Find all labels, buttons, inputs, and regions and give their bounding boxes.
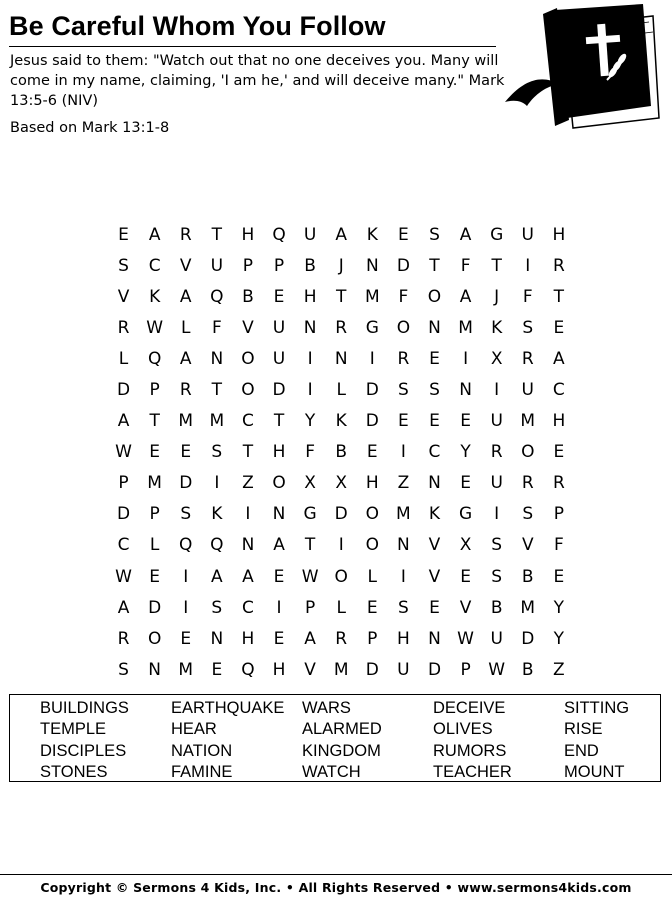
grid-letter[interactable]: U	[272, 317, 286, 338]
grid-letter[interactable]: O	[521, 442, 535, 463]
grid-letter[interactable]: A	[553, 348, 565, 369]
grid-letter[interactable]: U	[397, 659, 410, 680]
grid-letter[interactable]: I	[400, 566, 406, 587]
grid-letter[interactable]: R	[552, 255, 565, 276]
grid-letter[interactable]: M	[178, 659, 194, 680]
grid-letter[interactable]: R	[117, 317, 130, 338]
grid-letter[interactable]: W	[301, 566, 319, 587]
grid-letter[interactable]: O	[396, 317, 411, 338]
grid-letter[interactable]: P	[273, 255, 285, 276]
grid-letter[interactable]: O	[241, 380, 255, 401]
grid-letter[interactable]: L	[149, 535, 160, 556]
grid-letter[interactable]: E	[149, 442, 161, 463]
grid-letter[interactable]: K	[335, 411, 347, 432]
grid-letter[interactable]: U	[210, 255, 224, 276]
grid-letter[interactable]: S	[397, 380, 409, 401]
grid-letter[interactable]: W	[115, 442, 132, 463]
grid-letter[interactable]: V	[117, 286, 130, 307]
grid-letter[interactable]: H	[241, 224, 255, 245]
grid-letter[interactable]: L	[336, 597, 346, 618]
word-list-item: SITTING	[564, 699, 630, 717]
grid-letter[interactable]: N	[241, 535, 255, 556]
grid-letter[interactable]: S	[118, 255, 129, 276]
grid-letter[interactable]: B	[304, 255, 316, 276]
grid-letter[interactable]: M	[520, 597, 536, 618]
word-list-item: EARTHQUAKE	[171, 699, 285, 717]
grid-letter[interactable]: P	[304, 597, 316, 618]
grid-letter[interactable]: B	[490, 597, 503, 618]
grid-letter[interactable]: I	[245, 504, 251, 525]
word-list-item: TEMPLE	[40, 720, 107, 739]
grid-letter[interactable]: D	[148, 597, 162, 618]
grid-letter[interactable]: E	[366, 442, 378, 463]
grid-letter[interactable]: E	[149, 566, 161, 587]
grid-letter[interactable]: D	[117, 380, 131, 401]
grid-letter[interactable]: M	[520, 411, 536, 432]
grid-letter[interactable]: J	[338, 255, 344, 276]
grid-letter[interactable]: A	[242, 566, 254, 587]
grid-letter[interactable]: I	[338, 535, 344, 556]
grid-letter[interactable]: R	[179, 380, 192, 401]
grid-letter[interactable]: E	[273, 566, 285, 587]
grid-letter[interactable]: Y	[553, 628, 565, 649]
grid-letter[interactable]: S	[429, 380, 440, 401]
grid-letter[interactable]: I	[307, 380, 313, 401]
grid-letter[interactable]: S	[491, 566, 503, 587]
grid-letter[interactable]: J	[494, 286, 500, 307]
grid-letter[interactable]: C	[148, 255, 161, 276]
grid-letter[interactable]: I	[307, 348, 313, 369]
grid-letter[interactable]: K	[149, 286, 161, 307]
grid-letter[interactable]: D	[179, 473, 193, 494]
grid-letter[interactable]: Y	[553, 597, 565, 618]
grid-letter[interactable]: S	[491, 535, 503, 556]
grid-letter[interactable]: N	[365, 255, 379, 276]
grid-letter[interactable]: M	[396, 504, 411, 525]
grid-letter[interactable]: H	[396, 628, 410, 649]
grid-letter[interactable]: I	[214, 473, 220, 494]
grid-letter[interactable]: N	[397, 535, 410, 556]
grid-letter[interactable]: P	[149, 504, 160, 525]
grid-letter[interactable]: G	[365, 317, 379, 338]
grid-letter[interactable]: I	[400, 442, 406, 463]
grid-letter[interactable]: T	[149, 411, 160, 432]
grid-letter[interactable]: T	[553, 286, 565, 307]
grid-letter[interactable]: T	[491, 255, 502, 276]
grid-letter[interactable]: X	[490, 348, 503, 369]
grid-letter[interactable]: H	[303, 286, 317, 307]
grid-letter[interactable]: N	[428, 317, 441, 338]
grid-letter[interactable]: F	[522, 286, 533, 307]
bible-with-cross-icon	[503, 2, 663, 132]
grid-letter[interactable]: O	[241, 348, 255, 369]
grid-letter[interactable]: E	[118, 224, 129, 245]
grid-letter[interactable]: D	[334, 504, 348, 525]
grid-letter[interactable]: M	[333, 659, 349, 680]
grid-letter[interactable]: S	[522, 504, 534, 525]
word-list-item: HEAR	[171, 720, 217, 739]
grid-letter[interactable]: Z	[553, 659, 565, 680]
grid-letter[interactable]: A	[148, 224, 161, 245]
based-on-reference: Based on Mark 13:1-8	[10, 120, 170, 136]
grid-letter[interactable]: Q	[147, 348, 162, 369]
grid-letter[interactable]: E	[273, 286, 285, 307]
grid-letter[interactable]: F	[553, 535, 564, 556]
word-list-item: DECEIVE	[433, 699, 506, 717]
grid-letter[interactable]: W	[488, 659, 506, 680]
grid-letter[interactable]: I	[183, 597, 189, 618]
grid-letter[interactable]: R	[521, 348, 534, 369]
grid-letter[interactable]: E	[398, 411, 409, 432]
grid-letter[interactable]: R	[552, 473, 565, 494]
grid-letter[interactable]: R	[521, 473, 534, 494]
grid-letter[interactable]: U	[303, 224, 317, 245]
word-list-item: RUMORS	[433, 741, 507, 760]
grid-letter[interactable]: N	[334, 348, 348, 369]
grid-letter[interactable]: E	[273, 628, 285, 649]
grid-letter[interactable]: L	[336, 380, 346, 401]
grid-letter[interactable]: S	[118, 659, 129, 680]
grid-letter[interactable]: K	[366, 224, 378, 245]
grid-letter[interactable]: A	[117, 597, 130, 618]
grid-letter[interactable]: P	[149, 380, 160, 401]
grid-letter[interactable]: D	[365, 659, 379, 680]
grid-letter[interactable]: O	[365, 535, 379, 556]
grid-letter[interactable]: H	[552, 411, 566, 432]
grid-letter[interactable]: M	[178, 411, 194, 432]
grid-letter[interactable]: T	[273, 411, 285, 432]
grid-letter[interactable]: S	[211, 442, 223, 463]
grid-letter[interactable]: U	[490, 473, 503, 494]
grid-letter[interactable]: V	[242, 317, 254, 338]
grid-letter[interactable]: P	[242, 255, 254, 276]
grid-letter[interactable]: P	[118, 473, 129, 494]
grid-letter[interactable]: C	[241, 597, 254, 618]
grid-letter[interactable]: F	[398, 286, 409, 307]
word-list-item: WATCH	[302, 762, 361, 781]
grid-letter[interactable]: A	[211, 566, 223, 587]
word-list-item: OLIVES	[433, 720, 493, 739]
grid-letter[interactable]: M	[458, 317, 473, 338]
grid-letter[interactable]: I	[494, 380, 500, 401]
word-list-item: FAMINE	[171, 762, 233, 781]
grid-letter[interactable]: V	[428, 566, 441, 587]
grid-letter[interactable]: U	[521, 380, 534, 401]
grid-letter[interactable]: D	[365, 411, 379, 432]
grid-letter[interactable]: A	[459, 224, 472, 245]
grid-letter[interactable]: R	[335, 317, 348, 338]
word-list-item: END	[564, 741, 599, 760]
grid-letter[interactable]: A	[273, 535, 285, 556]
grid-letter[interactable]: S	[429, 224, 440, 245]
grid-letter[interactable]: C	[552, 380, 565, 401]
grid-letter[interactable]: E	[460, 566, 471, 587]
grid-letter[interactable]: E	[180, 442, 192, 463]
grid-letter[interactable]: X	[335, 473, 348, 494]
grid-letter[interactable]: Q	[179, 535, 193, 556]
grid-letter[interactable]: H	[365, 473, 379, 494]
grid-letter[interactable]: E	[429, 597, 440, 618]
grid-letter[interactable]: A	[335, 224, 348, 245]
word-list-item: ALARMED	[302, 720, 382, 739]
title-divider	[9, 46, 496, 47]
grid-letter[interactable]: E	[553, 566, 565, 587]
grid-letter[interactable]: V	[428, 535, 441, 556]
grid-letter[interactable]: N	[428, 628, 441, 649]
grid-letter[interactable]: D	[272, 380, 286, 401]
grid-letter[interactable]: O	[147, 628, 162, 649]
copyright-footer: Copyright © Sermons 4 Kids, Inc. • All Rights Reserved • www.sermons4kids.com	[40, 880, 632, 895]
grid-letter[interactable]: K	[211, 504, 223, 525]
grid-letter[interactable]: C	[428, 442, 441, 463]
grid-letter[interactable]: P	[460, 659, 471, 680]
grid-letter[interactable]: N	[272, 504, 286, 525]
grid-letter[interactable]: N	[148, 659, 161, 680]
grid-letter[interactable]: L	[367, 566, 378, 587]
word-list-item: MOUNT	[564, 762, 625, 781]
grid-letter[interactable]: U	[272, 348, 286, 369]
word-list-item: BUILDINGS	[40, 699, 129, 717]
grid-letter[interactable]: T	[429, 255, 440, 276]
grid-letter[interactable]: D	[117, 504, 131, 525]
word-list	[40, 698, 664, 783]
grid-letter[interactable]: N	[210, 348, 224, 369]
grid-letter[interactable]: Q	[210, 286, 224, 307]
grid-letter[interactable]: K	[428, 504, 441, 525]
grid-letter[interactable]: B	[242, 286, 254, 307]
word-list-item: TEACHER	[433, 762, 512, 781]
grid-letter[interactable]: H	[241, 628, 255, 649]
grid-letter[interactable]: S	[397, 597, 409, 618]
grid-letter[interactable]: X	[459, 535, 472, 556]
grid-letter[interactable]: E	[553, 442, 565, 463]
grid-letter[interactable]: I	[494, 504, 500, 525]
grid-letter[interactable]: F	[305, 442, 315, 463]
grid-letter[interactable]: E	[398, 224, 409, 245]
grid-letter[interactable]: R	[179, 224, 192, 245]
grid-letter[interactable]: G	[303, 504, 317, 525]
grid-letter[interactable]: E	[429, 411, 440, 432]
grid-letter[interactable]: T	[336, 286, 347, 307]
grid-letter[interactable]: P	[367, 628, 378, 649]
grid-letter[interactable]: N	[428, 473, 441, 494]
grid-letter[interactable]: V	[179, 255, 192, 276]
grid-letter[interactable]: O	[427, 286, 442, 307]
grid-letter[interactable]: S	[180, 504, 192, 525]
grid-letter[interactable]: Y	[460, 442, 471, 463]
grid-letter[interactable]: R	[490, 442, 503, 463]
grid-letter[interactable]: E	[460, 411, 471, 432]
grid-letter[interactable]: F	[460, 255, 471, 276]
word-list-item: RISE	[564, 720, 603, 739]
word-list-item: DISCIPLES	[40, 741, 127, 760]
grid-letter[interactable]: I	[525, 255, 531, 276]
grid-letter[interactable]: C	[117, 535, 130, 556]
grid-letter[interactable]: I	[183, 566, 189, 587]
grid-letter[interactable]: K	[491, 317, 503, 338]
grid-letter[interactable]: C	[241, 411, 254, 432]
grid-letter[interactable]: D	[427, 659, 442, 680]
grid-letter[interactable]: T	[211, 380, 223, 401]
grid-letter[interactable]: A	[179, 348, 192, 369]
grid-letter[interactable]: I	[463, 348, 469, 369]
grid-letter[interactable]: R	[335, 628, 348, 649]
grid-letter[interactable]: D	[521, 628, 535, 649]
grid-letter[interactable]: E	[429, 348, 440, 369]
grid-letter[interactable]: O	[365, 504, 379, 525]
grid-letter[interactable]: A	[179, 286, 192, 307]
grid-letter[interactable]: G	[490, 224, 504, 245]
grid-letter[interactable]: L	[118, 348, 129, 369]
grid-letter[interactable]: A	[117, 411, 130, 432]
word-list-item: STONES	[40, 762, 108, 781]
grid-letter[interactable]: U	[521, 224, 534, 245]
grid-letter[interactable]: B	[521, 566, 534, 587]
grid-letter[interactable]: S	[522, 317, 534, 338]
word-list-box	[9, 694, 661, 782]
grid-letter[interactable]: E	[553, 317, 565, 338]
grid-letter[interactable]: O	[334, 566, 348, 587]
grid-letter[interactable]: U	[490, 628, 503, 649]
grid-letter[interactable]: V	[459, 597, 472, 618]
grid-letter[interactable]: N	[303, 317, 317, 338]
grid-letter[interactable]: Q	[241, 659, 255, 680]
grid-letter[interactable]: B	[335, 442, 348, 463]
grid-letter[interactable]: E	[460, 473, 471, 494]
grid-letter[interactable]: N	[459, 380, 472, 401]
scripture-verse: Jesus said to them: "Watch out that no one deceives you. Many will come in my name, claiming, 'I am he,' and will deceive many." Mark 13:5-6 (NIV)	[10, 53, 505, 109]
grid-letter[interactable]: P	[553, 504, 564, 525]
grid-letter[interactable]: A	[304, 628, 316, 649]
grid-letter[interactable]: D	[396, 255, 410, 276]
grid-letter[interactable]: M	[364, 286, 380, 307]
grid-letter[interactable]: Y	[304, 411, 316, 432]
grid-letter[interactable]: E	[366, 597, 378, 618]
grid-letter[interactable]: N	[210, 628, 224, 649]
grid-letter[interactable]: Z	[397, 473, 410, 494]
grid-letter[interactable]: H	[272, 442, 286, 463]
word-search-grid	[108, 219, 574, 685]
grid-letter[interactable]: M	[147, 473, 162, 494]
grid-letter[interactable]: W	[457, 628, 474, 649]
page-title: Be Careful Whom You Follow	[9, 11, 386, 41]
grid-letter[interactable]: F	[211, 317, 222, 338]
grid-letter[interactable]: H	[272, 659, 286, 680]
grid-letter[interactable]: B	[521, 659, 534, 680]
grid-letter[interactable]: U	[490, 411, 503, 432]
grid-letter[interactable]: Q	[210, 535, 224, 556]
grid-letter[interactable]: E	[211, 659, 223, 680]
grid-letter[interactable]: L	[180, 317, 191, 338]
grid-letter[interactable]: Q	[272, 224, 286, 245]
grid-letter[interactable]: V	[304, 659, 316, 680]
grid-letter[interactable]: I	[369, 348, 375, 369]
grid-letter[interactable]: T	[304, 535, 316, 556]
grid-letter[interactable]: H	[552, 224, 566, 245]
grid-letter[interactable]: I	[276, 597, 282, 618]
grid-letter[interactable]: A	[459, 286, 472, 307]
grid-letter[interactable]: X	[304, 473, 316, 494]
grid-letter[interactable]: O	[272, 473, 286, 494]
word-list-item: KINGDOM	[302, 741, 381, 760]
grid-letter[interactable]: T	[211, 224, 223, 245]
grid-letter[interactable]: S	[211, 597, 223, 618]
grid-letter[interactable]: R	[397, 348, 410, 369]
grid-letter[interactable]: W	[146, 317, 164, 338]
grid-letter[interactable]: Z	[242, 473, 254, 494]
grid-letter[interactable]: M	[209, 411, 225, 432]
word-list-item: NATION	[171, 741, 233, 760]
grid-letter[interactable]: V	[521, 535, 534, 556]
word-list-item: WARS	[302, 699, 351, 717]
footer-divider	[0, 874, 672, 875]
grid-letter[interactable]: R	[117, 628, 130, 649]
grid-letter[interactable]: W	[115, 566, 132, 587]
grid-letter[interactable]: T	[242, 442, 254, 463]
grid-letter[interactable]: G	[458, 504, 473, 525]
grid-letter[interactable]: E	[180, 628, 192, 649]
grid-letter[interactable]: D	[365, 380, 379, 401]
